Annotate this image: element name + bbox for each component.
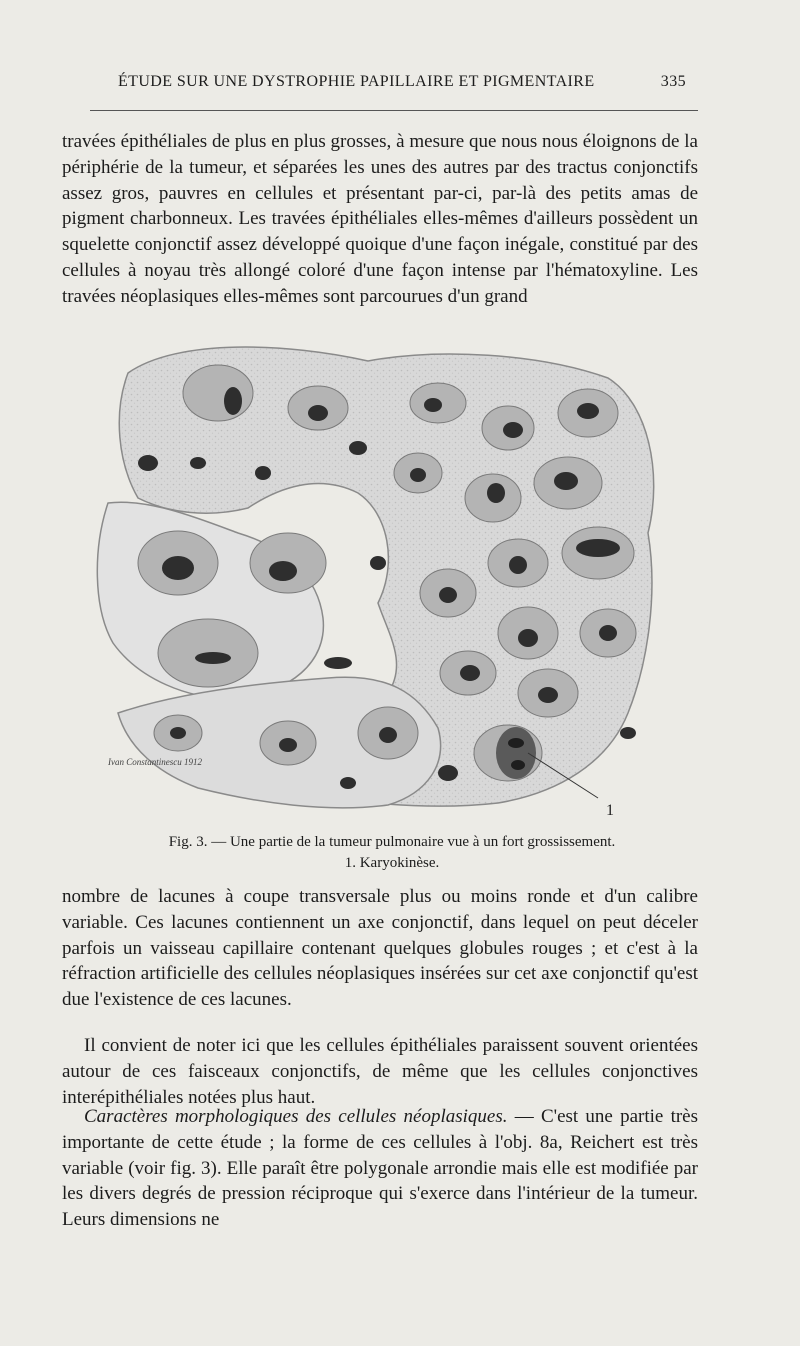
paragraph-4: [62, 1104, 698, 1233]
karyokinesis-cell: [496, 727, 536, 779]
histology-figure: [88, 333, 688, 833]
running-title: ÉTUDE SUR UNE DYSTROPHIE PAPILLAIRE ET PIGMENTAIRE: [118, 73, 595, 90]
paragraph-1: travées épithéliales de plus en plus grosses, à mesure que nous nous éloignons de la périphérie de la tumeur, et séparées les unes des autres par des tractus conjonctifs assez gros, pauvres en cellules et présentant par-ci, par-là des petits amas de pigment charbonneux. Les travées épithéliales elles-mêmes d'ailleurs possèdent un squelette conjonctif assez développé quoique d'une façon inégale, constitué par des cellules à noyau très allongé coloré d'une façon intense par l'hématoxyline. Les travées néoplasiques elles-mêmes sont parcourues d'un grand: [62, 131, 698, 307]
figure-label-1: 1: [606, 802, 614, 819]
paragraph-2: nombre de lacunes à coupe transversale plus ou moins ronde et d'un calibre variable. Ces lacunes contiennent un axe conjonctif, dans lequel on peut déceler parfois un vaisseau capillaire contenant quelques globules rouges ; et c'est à la réfraction artificielle des cellules néoplasiques insérées sur cet axe conjonctif qu'est due l'existence de ces lacunes.: [62, 886, 698, 1011]
artist-signature: Ivan Constantinescu 1912: [108, 757, 202, 767]
paragraph-4-text: — C'est une partie très importante de cette étude ; la forme de ces cellules à l'obj. 8a, Reichert est très variable (voir fig. 3). Elle paraît être polygonale arrondie mais elle est modifiée par les divers degrés de pression réciproque qui s'exerce dans l'intérieur de la tumeur. Leurs dimensions ne: [62, 1106, 698, 1231]
caption-line-2: 1. Karyokinèse.: [344, 855, 440, 871]
paragraph-3: Il convient de noter ici que les cellules épithéliales paraissent souvent orientées autour de ces faisceaux conjonctifs, de même que les cellules conjonctives interépithéliales notées plus haut.: [62, 1035, 698, 1108]
section-heading: Caractères morphologiques des cellules néoplasiques.: [84, 1106, 508, 1127]
header-rule: [90, 110, 698, 111]
caption-line-1: Fig. 3. — Une partie de la tumeur pulmonaire vue à un fort grossissement.: [168, 834, 616, 850]
figure-caption: [62, 832, 722, 874]
tumor-cells-illustration: [88, 333, 688, 833]
page-number: 335: [660, 73, 686, 90]
